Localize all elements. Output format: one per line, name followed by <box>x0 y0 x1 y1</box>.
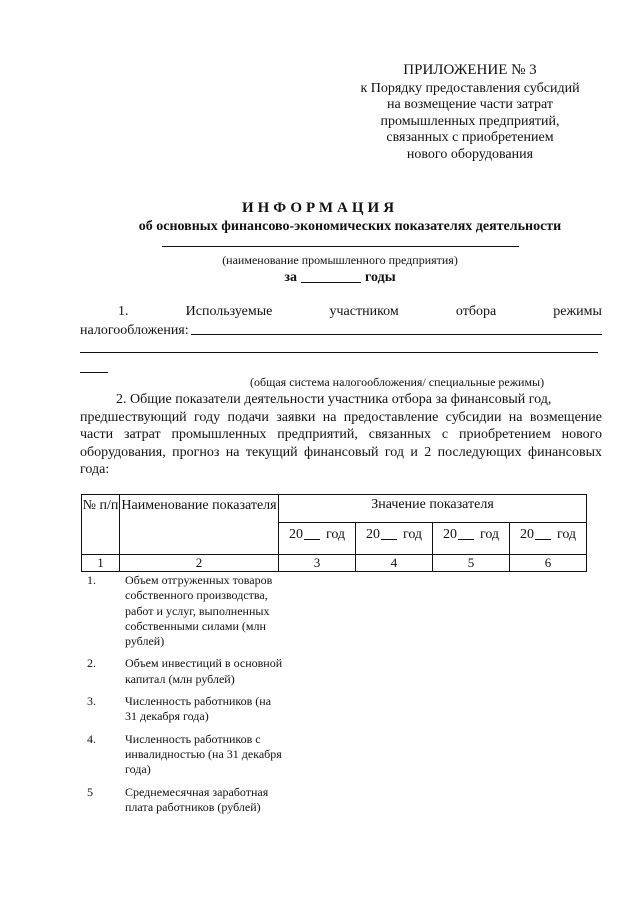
appendix-block <box>340 62 600 163</box>
year-cell <box>433 522 510 554</box>
column-number: 1 <box>82 555 120 572</box>
year-cell <box>356 522 433 554</box>
table-row <box>81 656 281 687</box>
row-number: 5 <box>87 784 93 799</box>
indicators-table <box>81 494 587 572</box>
year-cell <box>279 522 356 554</box>
p2-first-line: 2. Общие показатели деятельности участника отбора за финансовый год, <box>116 392 552 407</box>
appendix-line: нового оборудования <box>406 146 534 162</box>
year-blank <box>458 539 474 540</box>
appendix-heading: ПРИЛОЖЕНИЕ № 3 <box>403 62 537 78</box>
document-title: ИНФОРМАЦИЯ <box>241 200 399 216</box>
appendix-line: на возмещение части затрат <box>386 97 554 112</box>
year-suffix: год <box>402 526 423 542</box>
period-prefix: за <box>284 270 297 285</box>
year-prefix: 20 <box>288 526 303 542</box>
table-row <box>81 573 281 649</box>
year-blank <box>381 539 397 540</box>
year-prefix: 20 <box>442 526 457 542</box>
row-label: Среднемесячная заработная плата работников (рублей) <box>125 784 269 814</box>
year-prefix: 20 <box>519 526 534 542</box>
row-number: 3. <box>87 694 96 709</box>
period-suffix: годы <box>365 270 396 285</box>
p1-continuation: налогообложения: <box>80 323 189 338</box>
indicator-rows <box>81 573 281 822</box>
header-num: № п/п <box>82 495 120 555</box>
column-number: 3 <box>279 555 356 572</box>
header-value: Значение показателя <box>279 495 587 523</box>
tax-regime-caption: (общая система налогообложения/ специальные режимы) <box>250 375 545 389</box>
p1-word: режимы <box>553 304 602 319</box>
header-name: Наименование показателя <box>120 495 279 555</box>
table-row <box>81 732 281 778</box>
tax-regime-line <box>80 352 598 353</box>
year-suffix: год <box>556 526 577 542</box>
p1-word: 1. <box>118 304 129 319</box>
year-prefix: 20 <box>365 526 380 542</box>
enterprise-name-caption: (наименование промышленного предприятия) <box>222 253 458 267</box>
row-number: 2. <box>87 656 96 671</box>
column-number: 6 <box>510 555 587 572</box>
enterprise-name-line <box>162 246 519 247</box>
row-number: 1. <box>87 573 96 587</box>
appendix-line: к Порядку предоставления субсидий <box>360 80 580 96</box>
appendix-line: связанных с приобретением <box>386 130 554 145</box>
row-label: Численность работников (на 31 декабря года) <box>125 694 272 724</box>
paragraph-1-continuation <box>80 323 602 339</box>
column-number: 2 <box>120 555 279 572</box>
row-label: Объем инвестиций в основной капитал (млн рублей) <box>125 656 283 686</box>
row-number: 4. <box>87 731 96 746</box>
column-number: 4 <box>356 555 433 572</box>
table-row <box>81 785 281 816</box>
table-row <box>81 694 281 725</box>
paragraph-2 <box>80 391 602 479</box>
column-number: 5 <box>433 555 510 572</box>
appendix-line: промышленных предприятий, <box>380 113 560 129</box>
row-label: Объем отгруженных товаров собственного производства, работ и услуг, выполненных собственными силами (млн рублей) <box>125 573 273 649</box>
year-blank <box>535 539 551 540</box>
year-suffix: год <box>479 526 500 542</box>
p1-word: участником <box>329 304 399 319</box>
year-cell <box>510 522 587 554</box>
document-subtitle: об основных финансово-экономических показателях деятельности <box>138 219 562 234</box>
year-suffix: год <box>325 526 346 542</box>
period-line <box>140 270 540 286</box>
tax-regime-short-line <box>80 372 108 373</box>
tax-regime-blank <box>191 323 602 335</box>
p2-rest: предшествующий году подачи заявки на предоставление субсидии на возмещение части затрат промышленных предприятий, связанных с приобретением нового оборудования, прогноз на текущий финансовый год и 2 последующих финансовых года: <box>80 409 602 477</box>
year-blank <box>304 539 320 540</box>
row-label: Численность работников с инвалидностью (на 31 декабря года) <box>125 731 282 777</box>
paragraph-1-line <box>80 304 602 320</box>
p1-word: Используемые <box>185 304 273 319</box>
p1-word: отбора <box>455 304 497 319</box>
period-blank <box>301 282 361 283</box>
